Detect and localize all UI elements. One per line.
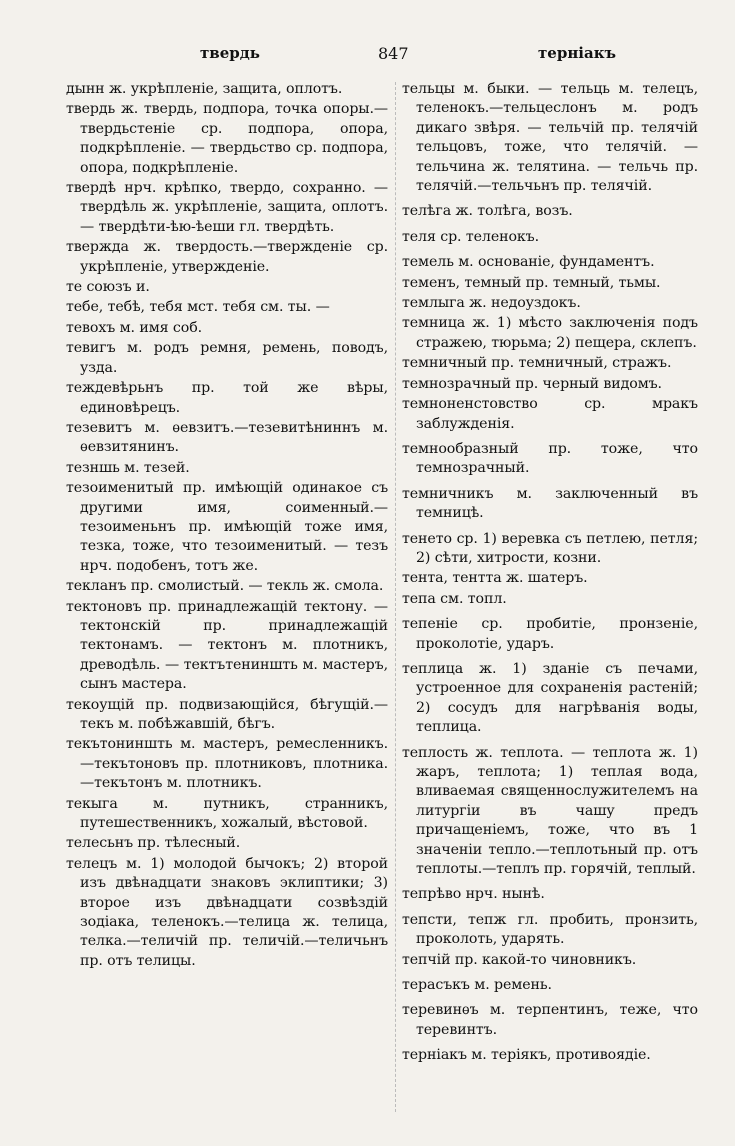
dictionary-entry: темнообразный пр. тоже, что темнозрачный. [402, 440, 698, 477]
dictionary-entry: те союзъ и. [66, 279, 150, 296]
dictionary-entry: тевохъ м. имя соб. [66, 319, 203, 336]
dictionary-entry: дынн ж. укрѣпленіе, защита, оплотъ. [66, 81, 343, 97]
dictionary-entry: тектоновъ пр. принадлежащій тектону. — тектонскій пр. принадлежащій тектонамъ. — тектонъ м. плотникъ, древодѣль. — тектътениншть м. мастеръ, сынъ мастера. [66, 598, 388, 693]
dictionary-entry: твердѣ нрч. крѣпко, твердо, сохранно. — твердѣль ж. укрѣпленіе, защита, оплотъ. — твердѣти-ѣю-ѣеши гл. твердѣть. [66, 180, 388, 235]
dictionary-entry: теплость ж. теплота. — теплота ж. 1) жаръ, теплота; 1) теплая вода, вливаемая священнослужителемъ на литургіи въ чашу предъ причащеніемъ, тоже, что въ 1 значеніи тепло.—теплотьный пр. отъ теплоты.—теплъ пр. горячій, теплый. [402, 744, 698, 878]
dictionary-entry: текоущій пр. подвизающійся, бѣгущій.—текъ м. побѣжавшій, бѣгъ. [66, 696, 388, 732]
header-right-guide-word: терніакъ [538, 44, 617, 62]
page-header [0, 44, 735, 68]
dictionary-entry: телецъ м. 1) молодой бычокъ; 2) второй изъ двѣнадцати знаковъ эклиптики; 3) второе изъ двѣнадцати созвѣздій зодіака, теленокъ.—телица ж. телица, телка.—теличій пр. теличій.—теличьнъ пр. отъ телицы. [66, 855, 388, 969]
dictionary-entry: тепчій пр. какой-то чиновникъ. [402, 951, 637, 968]
right-column [402, 80, 698, 1130]
dictionary-entry: текътониншть м. мастеръ, ремесленникъ.—текътоновъ пр. плотниковъ, плотника.—текътонъ м. плотникъ. [66, 736, 388, 792]
dictionary-entry: тента, тентта ж. шатеръ. [402, 570, 588, 587]
dictionary-entry: темлыга ж. недоуздокъ. [402, 295, 581, 312]
dictionary-entry: телѣга ж. толѣга, возъ. [402, 203, 573, 220]
dictionary-entry: тепрѣво нрч. нынѣ. [402, 886, 545, 903]
dictionary-entry: темель м. основаніе, фундаментъ. [402, 254, 655, 271]
left-column [66, 80, 388, 1130]
dictionary-entry: темнозрачный пр. черный видомъ. [402, 375, 662, 392]
dictionary-entry: теревинѳъ м. терпентинъ, теже, что теревинтъ. [402, 1002, 698, 1038]
dictionary-entry: твердь ж. твердь, подпора, точка опоры.—твердьстеніе ср. подпора, опора, подкрѣпленіе. — твердьство ср. подпора, опора, подкрѣпленіе. [66, 101, 388, 176]
dictionary-entry: темничный пр. темничный, стражъ. [402, 355, 672, 372]
page-number: 847 [378, 44, 409, 63]
dictionary-entry: тельцы м. быки. — тельць м. телецъ, теленокъ.—тельцеслонъ м. родъ дикаго звѣря. — тельчій пр. телячій тельцовъ, тоже, что телячій. — тельчина ж. телятина. — тельчь пр. телячій.—тельчьнъ пр. телячій. [402, 81, 698, 195]
dictionary-entry: тевигъ м. родъ ремня, ремень, поводъ, узда. [66, 340, 388, 376]
dictionary-entry: терніакъ м. теріякъ, противоядіе. [402, 1047, 651, 1064]
dictionary-entry: текланъ пр. смолистый. — текль ж. смола. [66, 578, 384, 595]
dictionary-entry: тезншь м. тезей. [66, 459, 190, 476]
dictionary-entry: теменъ, темный пр. темный, тьмы. [402, 274, 661, 291]
dictionary-entry: тепа см. топл. [402, 590, 507, 607]
header-left-guide-word: твердь [200, 44, 260, 62]
dictionary-entry: терасъкъ м. ремень. [402, 977, 552, 994]
column-divider [395, 82, 396, 1112]
dictionary-entry: тезоименитый пр. имѣющій одинакое съ другими имя, соименный.— тезоименьнъ пр. имѣющій тоже имя, тезка, тоже, что тезоименитый. — тезъ нрч. подобенъ, тотъ же. [66, 480, 388, 574]
dictionary-entry: теждевѣрьнъ пр. той же вѣры, единовѣрецъ. [66, 380, 388, 416]
dictionary-entry: тебе, тебѣ, тебя мст. тебя см. ты. — [66, 299, 330, 316]
dictionary-entry: текыга м. путникъ, странникъ, путешественникъ, хожалый, вѣстовой. [66, 795, 388, 832]
dictionary-entry: темничникъ м. заключенный въ темницѣ. [402, 485, 698, 522]
dictionary-entry: тепеніе ср. пробитіе, пронзеніе, проколотіе, ударъ. [402, 616, 698, 652]
dictionary-entry: телесьнъ пр. тѣлесный. [66, 835, 241, 852]
dictionary-entry: темница ж. 1) мѣсто заключенія подъ стражею, тюрьма; 2) пещера, склепъ. [402, 315, 698, 351]
dictionary-entry: тезевитъ м. ѳевзитъ.—тезевитѣниннъ м. ѳевзитянинъ. [66, 419, 388, 456]
dictionary-entry: теля ср. теленокъ. [402, 228, 540, 245]
dictionary-entry: темноненстовство ср. мракъ заблужденія. [402, 396, 698, 432]
dictionary-entry: твержда ж. твердость.—твержденіе ср. укрѣпленіе, утвержденіе. [66, 239, 388, 275]
dictionary-entry: теплица ж. 1) зданіе съ печами, устроенное для сохраненія растеній; 2) сосудъ для нагрѣванія воды, теплица. [402, 660, 698, 736]
dictionary-entry: тенето ср. 1) веревка съ петлею, петля; 2) сѣти, хитрости, козни. [402, 530, 698, 566]
dictionary-entry: тепсти, тепж гл. пробить, пронзить, проколоть, ударять. [402, 911, 698, 948]
